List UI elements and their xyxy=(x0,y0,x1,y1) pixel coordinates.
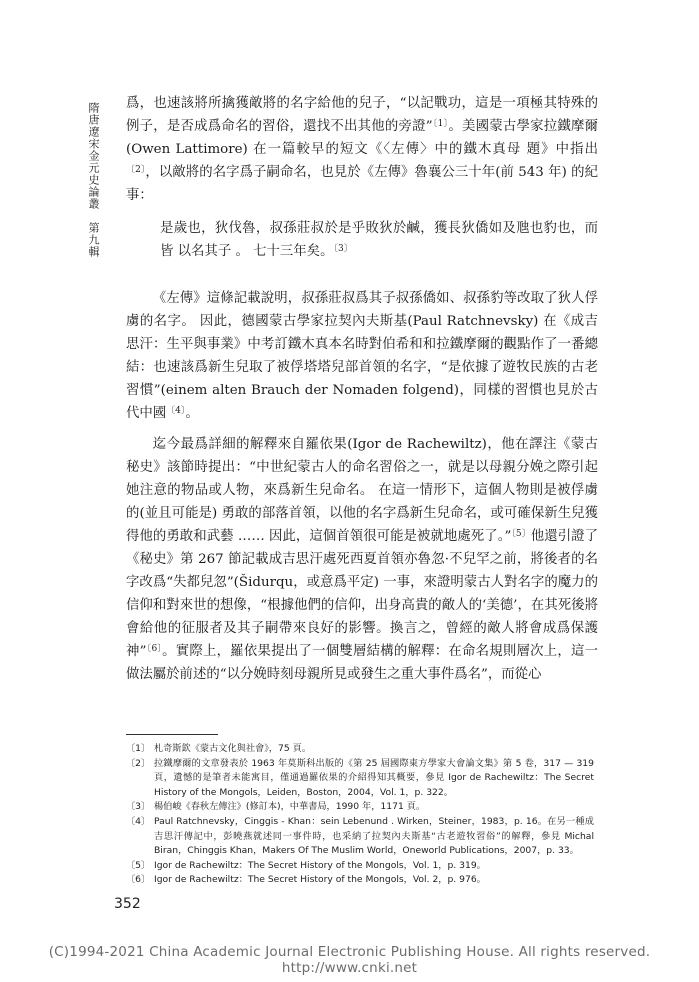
footnote-divider xyxy=(126,734,218,735)
copyright-footer: (C)1994-2021 China Academic Journal Electronic Publishing House. All rights reserved. http://www.cnki.net xyxy=(48,944,651,976)
footnote-ref-2[interactable]: 〔2〕 xyxy=(126,165,146,175)
page-number: 352 xyxy=(114,896,141,912)
block-quote: 是歲也，狄伐魯，叔孫莊叔於是乎敗狄於鹹，獲長狄僑如及虺也豹也，而 皆 以名其子 。 七十三年矣。$^{〔3〕}$ xyxy=(160,221,598,259)
footnote-ref-5[interactable]: 〔5〕 xyxy=(511,529,531,539)
footnote-5: 〔5〕 Igor de Rachewiltz：The Secret History of the Mongols，Vol. 1，p. 319。 xyxy=(126,859,486,871)
paragraph-3: 迄今最爲詳細的解釋來自羅依果(Igor de Rachewiltz)，他在譯注《蒙古秘史》該節時提出：“中世紀蒙古人的命名習俗之一，就是以母親分娩之際引起她注意的物品或人物，來爲新生兒命名。 在這一情形下，這個人物則是被俘虜的(並且可能是) 勇敢的部落首領，以他的名字爲新生兒命名，或可確保新生兒獲得他的勇敢和武藝 …… 因此，這個首領很可能是被就地處死了。”$^{〔5〕}$他還引證了《秘史》第 267 節記載成吉思汗處死西夏首領亦魯忽·不兒罕之前，將後者的名字改爲“失都兒忽”(Šidurqu，或意爲平定) 一事，來證明蒙古人對名字的魔力的信仰和對來世的想像，“根據他們的信仰，出身高貴的敵人的‘美德’，在其死後將會給他的征服者及其子嗣帶來良好的影響。換言之，曾經的敵人將會成爲保護神”$^{〔6〕}$。實際上，羅依果提出了一個雙層結構的解釋：在命名規則層次上，這一做法屬於前述的“以分娩時刻母親所見或發生之重大事件爲名”，而從心 xyxy=(126,437,599,682)
footnote-1: 〔1〕 札奇斯欽《蒙古文化與社會》，75 頁。 xyxy=(126,743,312,754)
footnote-6: 〔6〕 Igor de Rachewiltz：The Secret History of the Mongols，Vol. 2，p. 976。 xyxy=(126,874,486,886)
footnote-2: 〔2〕 拉鐵摩爾的文章發表於 1963 年莫斯科出版的《第 25 屆國際東方學家大會論文集》第 5 卷，317 — 319 頁，遺憾的是筆者未能寓目，僅通過羅依果的介紹得知其概要，參見 Igor de Rachewiltz：The Secret History of the Mongols，Leiden，Boston，2004，Vol. 1，p. 322。 xyxy=(126,757,594,798)
footnote-3: 〔3〕 楊伯峻《春秋左傳注》(修訂本)，中華書局，1990 年，1171 頁。 xyxy=(126,801,426,813)
footnote-4: 〔4〕 Paul Ratchnevsky，Cinggis - Khan：sein Lebenund . Wirken，Steiner，1983，p. 16。在另一種成吉思汗傳記中，彭曉燕就述同一事件時，也采納了拉契內夫斯基“古老遊牧習俗”的解釋，參見 Michal Biran，Chinggis Khan，Makers Of The Muslim World，Oneworld Publications，2007，p. 33。 xyxy=(126,815,594,857)
main-text xyxy=(126,92,598,686)
paragraph-1: 爲，也速該將所擒獲敵將的名字給他的兒子，“以記戰功，這是一項極其特殊的例子，是否成爲命名的習俗，還找不出其他的旁證”$^{〔1〕}$。美國蒙古學家拉鐵摩爾(Owen Lattimore) 在一篇較早的短文《〈左傳〉中的鐵木真母 題》中指出$^{〔2〕}$，以敵將的名字爲子嗣命名，也見於《左傳》魯襄公三十年(前 543 年) 的紀事： xyxy=(126,96,599,203)
footnote-ref-1[interactable]: 〔1〕 xyxy=(432,119,449,129)
footnote-ref-3[interactable]: 〔3〕 xyxy=(333,244,353,254)
footnotes xyxy=(126,742,594,888)
running-head: 隋唐遼宋金元史論叢 第九輯 xyxy=(87,102,100,258)
footnote-ref-4[interactable]: 〔4〕 xyxy=(166,406,186,416)
footnote-ref-6[interactable]: 〔6〕 xyxy=(146,644,163,654)
paragraph-2: 《左傳》這條記載說明，叔孫莊叔爲其子叔孫僑如、叔孫豹等改取了狄人俘虜的名字。 因此，德國蒙古學家拉契內夫斯基(Paul Ratchnevsky) 在《成吉思汗：生平與事業》中考訂鐵木真本名時對伯希和和拉鐵摩爾的觀點作了一番總結：也速該爲新生兒取了被俘塔塔兒部首領的名字，“是依據了遊牧民族的古老習慣”(einem alten Brauch der Nomaden folgend)，同樣的習慣也見於古代中國$^{〔4〕}$。 xyxy=(126,291,598,421)
